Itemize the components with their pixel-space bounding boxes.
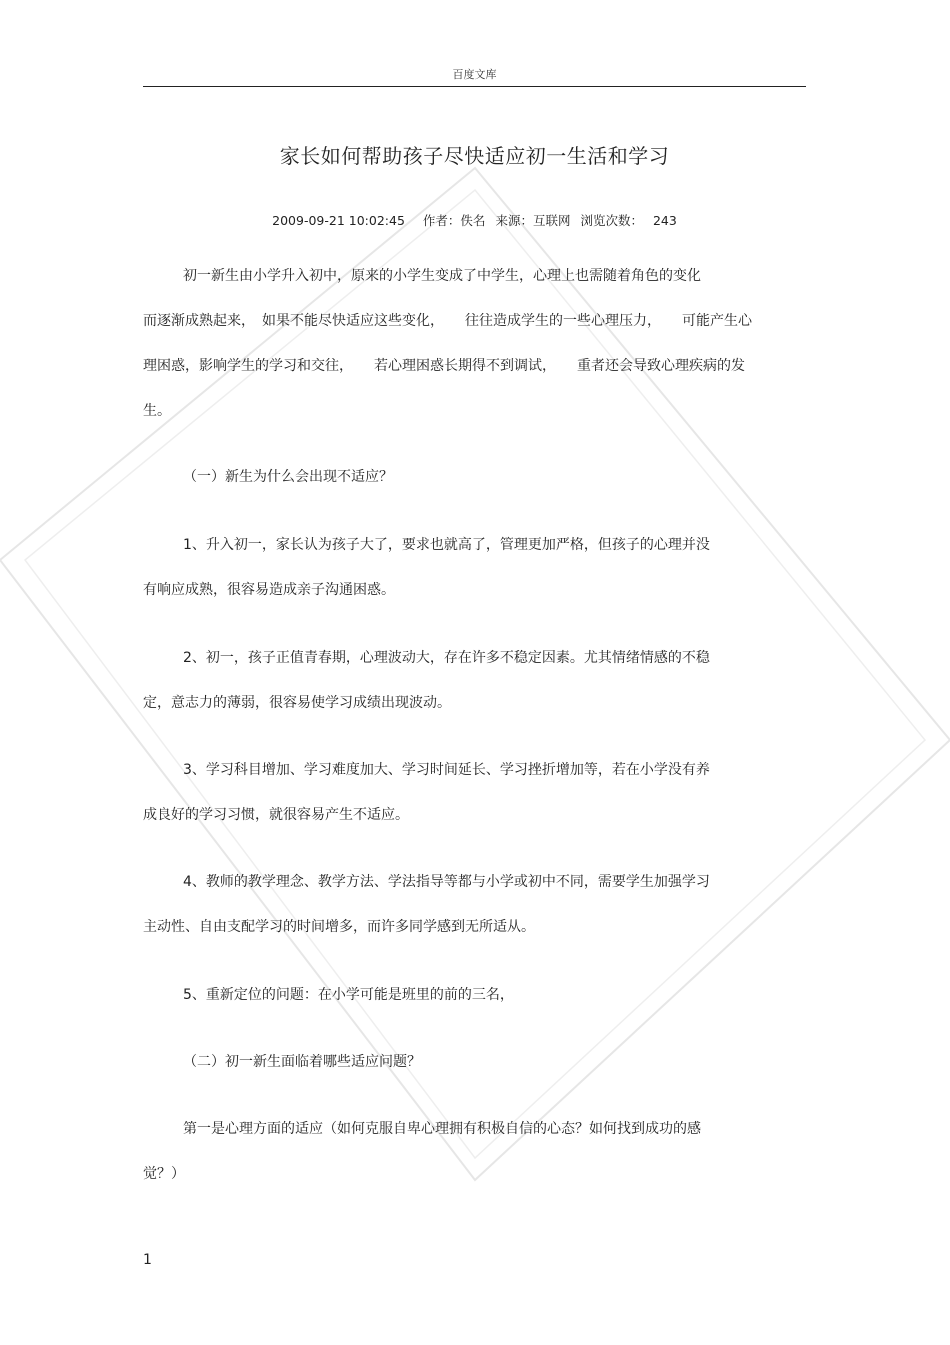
body-line: 觉？）: [143, 1166, 185, 1182]
header-divider: [143, 86, 806, 87]
body-line: 2、初一，孩子正值青春期，心理波动大，存在许多不稳定因素。尤其情绪情感的不稳: [183, 650, 710, 666]
body-line: 4、教师的教学理念、教学方法、学法指导等都与小学或初中不同，需要学生加强学习: [183, 874, 710, 890]
meta-views-label: 浏览次数：: [580, 213, 643, 228]
meta-source: 来源：互联网: [495, 213, 571, 228]
body-line: 3、学习科目增加、学习难度加大、学习时间延长、学习挫折增加等，若在小学没有养: [183, 762, 710, 778]
meta-views-count: 243: [652, 213, 677, 228]
watermark-inner-diamond: [25, 190, 925, 1158]
body-line: 第一是心理方面的适应（如何克服自卑心理拥有积极自信的心态？如何找到成功的感: [183, 1121, 701, 1137]
body-line: 1、升入初一，家长认为孩子大了，要求也就高了，管理更加严格，但孩子的心理并没: [183, 537, 710, 553]
body-line: 有响应成熟，很容易造成亲子沟通困惑。: [143, 582, 395, 598]
body-line: 定，意志力的薄弱，很容易使学习成绩出现波动。: [143, 695, 451, 711]
body-line: 成良好的学习习惯，就很容易产生不适应。: [143, 807, 409, 823]
page-header-site: 百度文库: [452, 68, 497, 81]
body-line: 而逐渐成熟起来， 如果不能尽快适应这些变化， 往往造成学生的一些心理压力， 可能产生心: [143, 313, 752, 329]
meta-datetime: 2009-09-21 10:02:45: [272, 213, 405, 228]
body-line: 生。: [143, 403, 171, 419]
meta-author: 作者：佚名: [422, 213, 486, 228]
article-title: 家长如何帮助孩子尽快适应初一生活和学习: [279, 144, 670, 168]
body-line: 理困惑，影响学生的学习和交往， 若心理困惑长期得不到调试， 重者还会导致心理疾病的发: [143, 358, 745, 374]
body-line: 5、重新定位的问题：在小学可能是班里的前的三名，: [183, 987, 514, 1003]
page-number: 1: [143, 1252, 152, 1268]
article-meta: [143, 211, 806, 229]
body-line: 初一新生由小学升入初中，原来的小学生变成了中学生，心理上也需随着角色的变化: [183, 268, 701, 284]
body-line: 主动性、自由支配学习的时间增多，而许多同学感到无所适从。: [143, 919, 535, 935]
section-heading: （一）新生为什么会出现不适应？: [183, 469, 393, 485]
section-heading: （二）初一新生面临着哪些适应问题？: [183, 1054, 421, 1070]
